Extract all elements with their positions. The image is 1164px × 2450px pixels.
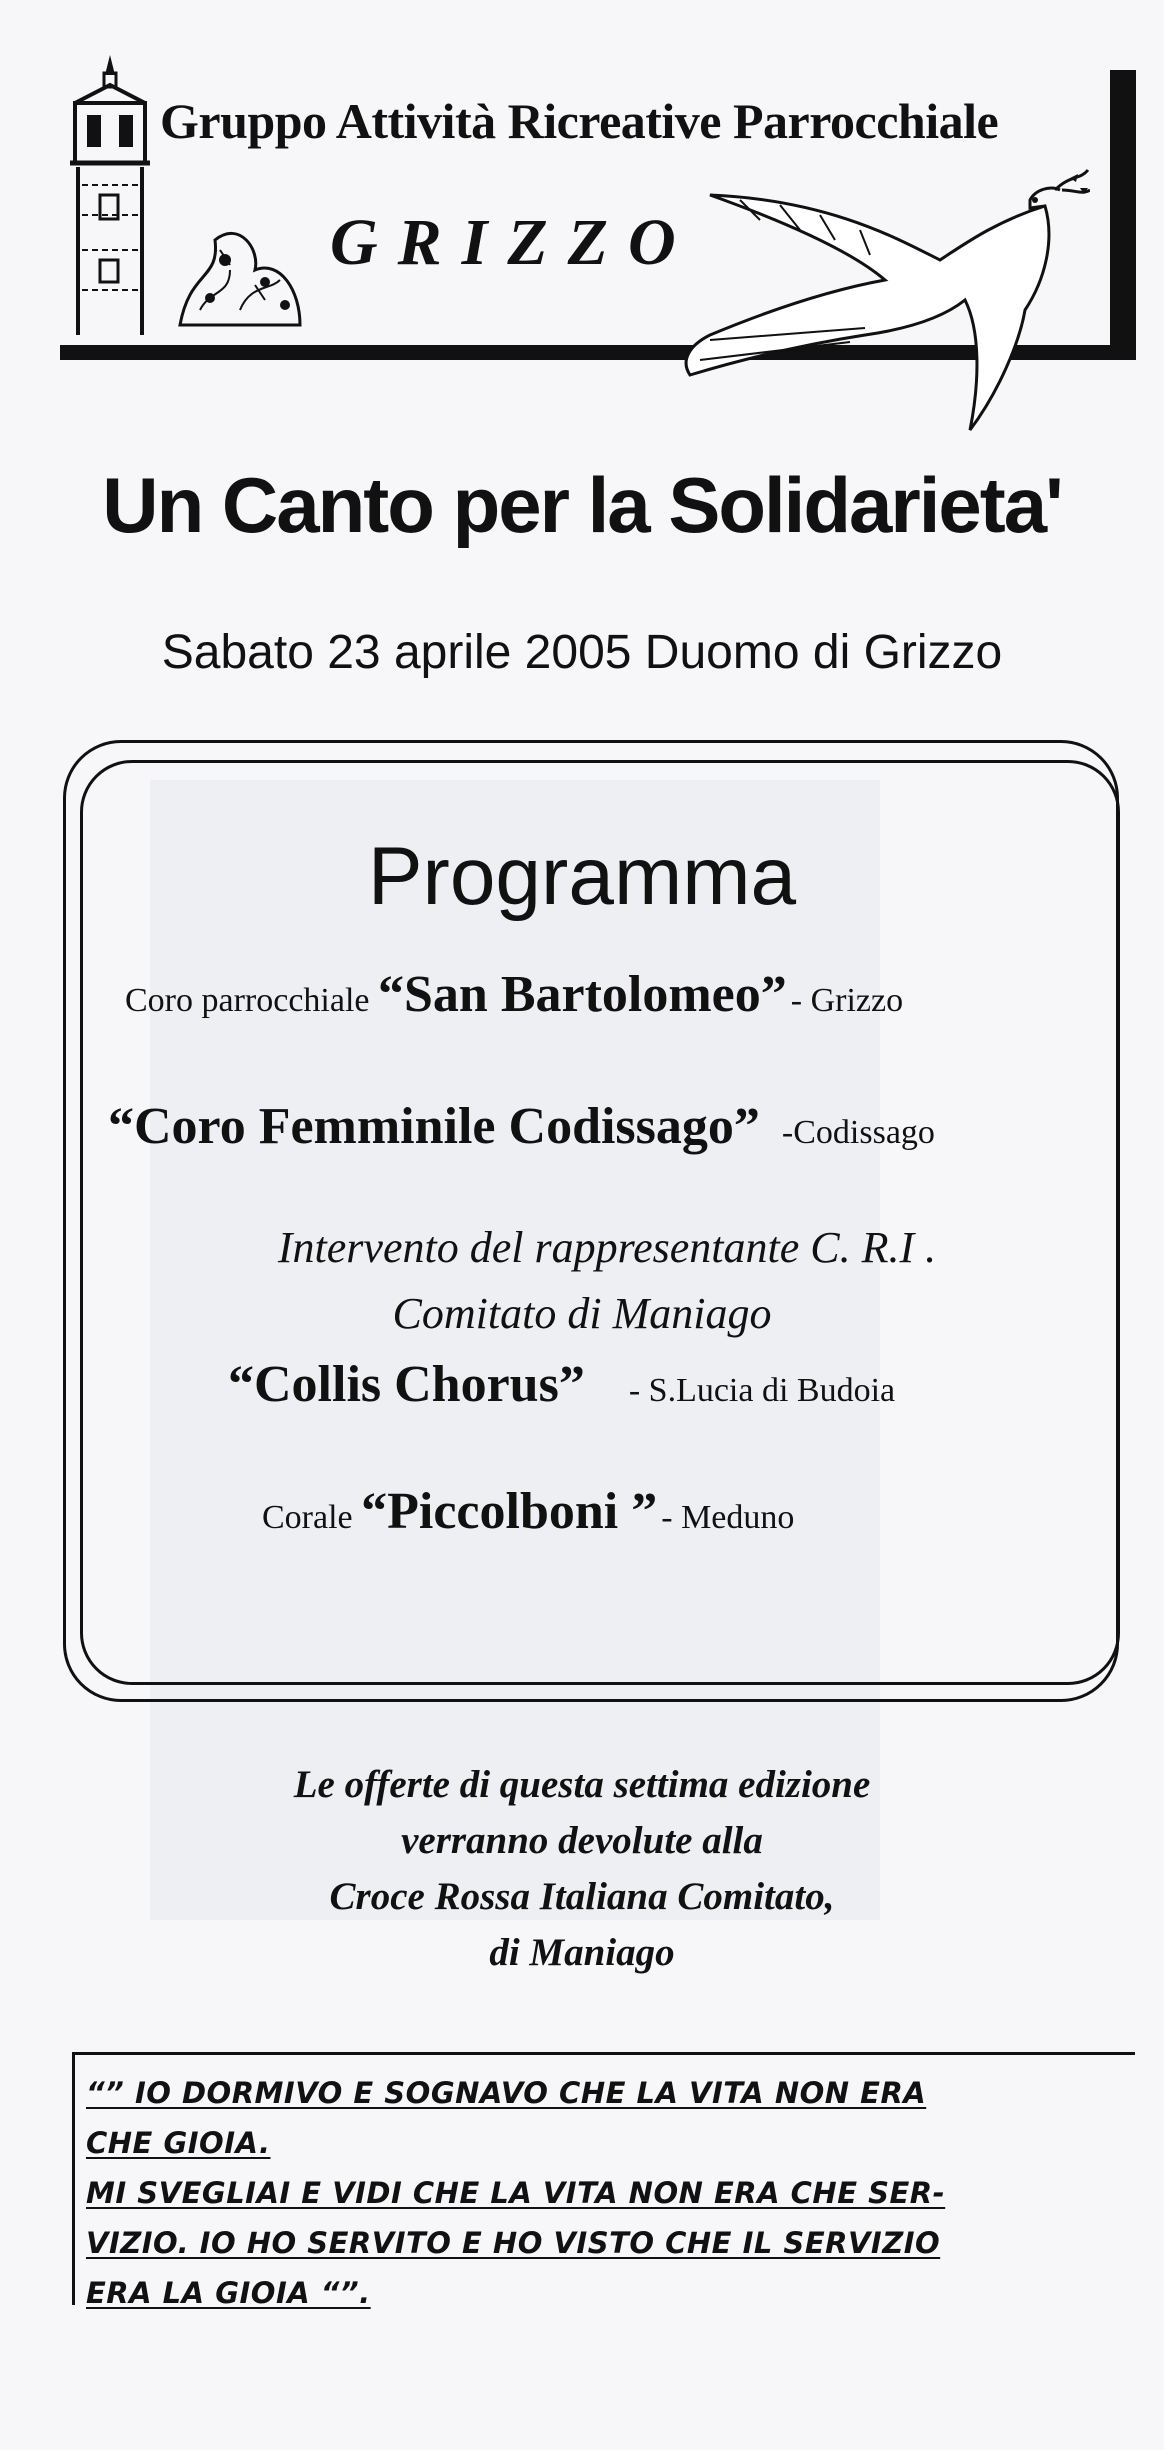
quote-line: MI SVEGLIAI E VIDI CHE LA VITA NON ERA CHE SER- [86,2176,946,2210]
header-rule-vertical [1110,70,1136,360]
program-item-prefix: Corale [262,1499,362,1536]
dove-of-peace-icon [650,160,1090,440]
organization-title: Gruppo Attività Ricreative Parrocchiale [160,93,999,149]
offerings-line: verranno devolute alla [401,1819,763,1862]
program-intervention-line-1: Intervento del rappresentante C. R.I . [277,1223,937,1272]
program-item-2 [108,1097,935,1156]
closing-quote [86,2068,1136,2318]
program-item-1 [125,965,903,1024]
program-item-choir: “Collis Chorus” [228,1356,585,1413]
offerings-line: di Maniago [489,1931,675,1974]
program-item-place: - Meduno [661,1499,795,1536]
program-item-place: - S.Lucia di Budoia [628,1372,896,1409]
tree-bush-icon [170,210,310,330]
offerings-note [0,1757,1164,1981]
header [0,0,1164,440]
program-item-prefix: Coro parrocchiale [125,982,378,1019]
program-intervention-line-2: Comitato di Maniago [392,1289,772,1338]
town-name: GRIZZO [330,206,696,279]
program-item-place: - Grizzo [790,982,904,1019]
event-date-location: Sabato 23 aprile 2005 Duomo di Grizzo [161,626,1003,679]
program-item-place: -Codissago [781,1114,935,1151]
program-item-3 [228,1355,895,1414]
program-item-choir: “San Bartolomeo” [378,966,787,1023]
program-item-4 [262,1482,794,1541]
program-heading: Programma [367,831,797,922]
offerings-line: Croce Rossa Italiana Comitato, [329,1875,835,1918]
quote-line: VIZIO. IO HO SERVITO E HO VISTO CHE IL SERVIZIO [86,2226,941,2260]
program-item-choir: “Piccolboni ” [361,1483,658,1540]
event-title: Un Canto per la Solidarieta' [102,461,1062,549]
offerings-line: Le offerte di questa settima edizione [293,1763,871,1806]
quote-line: “” IO DORMIVO E SOGNAVO CHE LA VITA NON ERA [86,2076,927,2110]
quote-line: ERA LA GIOIA “”. [86,2276,371,2310]
quote-line: CHE GIOIA. [86,2126,271,2160]
program-item-choir: “Coro Femminile Codissago” [108,1098,760,1155]
